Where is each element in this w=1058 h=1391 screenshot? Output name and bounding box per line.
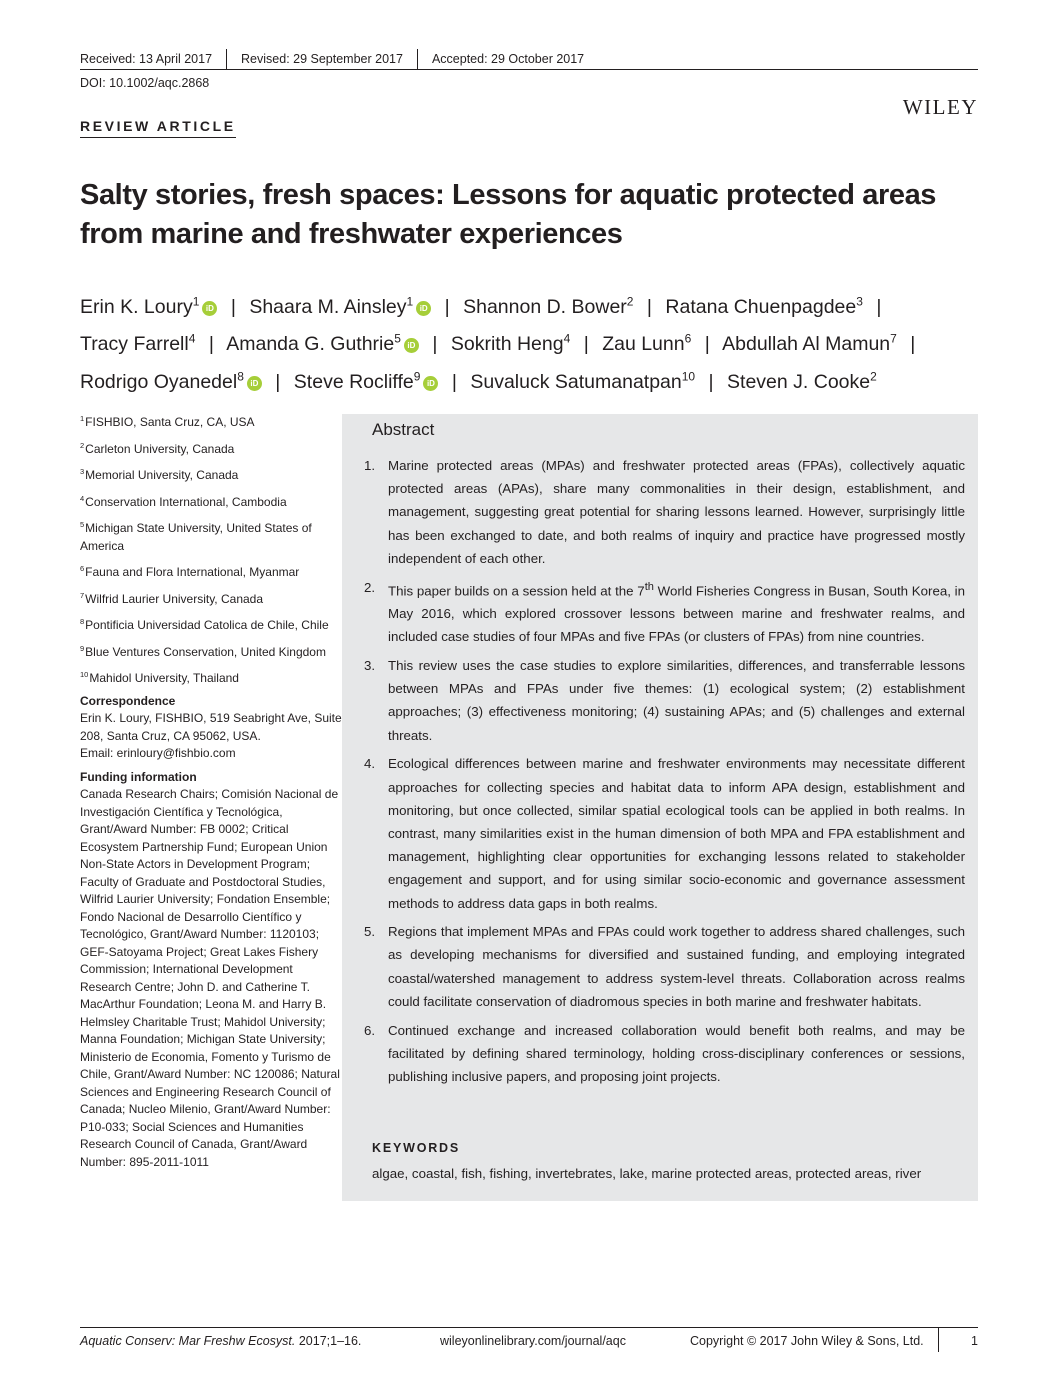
superscript: th	[644, 580, 654, 593]
author-text: Sokrith Heng	[450, 333, 564, 355]
item-text: Regions that implement MPAs and FPAs could work together to address shared challenges, such as developing mechanisms for diversified and sustained funding, and employing integrated coastal/watershed management to address system-level threats. Collaboration across realms could facilitate conservation of diadromous species in both marine and freshwater habitats.	[388, 924, 965, 1009]
item-text: Marine protected areas (MPAs) and freshwater protected areas (FPAs), collectively aquatic protected areas (APAs), share many commonalities in their design, establishment, and management, suggesting great potential for sharing lessons learned. However, surprisingly little has been exchanged to date, and both realms of inquiry and practice have progressed mostly independent of each other.	[388, 458, 965, 566]
author-name[interactable]	[226, 333, 419, 355]
author-name[interactable]	[470, 371, 695, 393]
abstract-list	[364, 454, 966, 1094]
author-name[interactable]	[294, 371, 439, 393]
affiliation-text: Fauna and Flora International, Myanmar	[85, 565, 300, 579]
affiliation-text: Memorial University, Canada	[85, 468, 239, 482]
author-name[interactable]	[722, 333, 897, 355]
author-separator: |	[910, 333, 916, 355]
funding-heading: Funding information	[80, 769, 197, 784]
abstract-item	[364, 654, 965, 747]
journal-citation	[80, 1334, 361, 1348]
author-text: Steve Rocliffe	[293, 370, 414, 393]
author-name[interactable]	[249, 296, 431, 318]
affiliation-item	[80, 437, 342, 459]
affiliation-item	[80, 490, 342, 512]
affiliation-marker: 9	[413, 369, 421, 383]
doi[interactable]: DOI: 10.1002/aqc.2868	[80, 76, 210, 90]
affiliation-marker: 4	[188, 331, 196, 346]
abstract-item	[364, 576, 966, 649]
affiliation-item	[80, 666, 342, 688]
author-text: Ratana Chuenpagdee	[665, 295, 857, 318]
author-separator: |	[230, 295, 236, 318]
affiliation-number: 8	[80, 617, 85, 626]
affiliation-marker: 10	[681, 369, 696, 383]
abstract-heading: Abstract	[372, 420, 435, 439]
affiliation-item	[80, 587, 342, 609]
item-number: 5.	[364, 924, 376, 940]
affiliation-text: Pontificia Universidad Catolica de Chile, Chile	[85, 618, 329, 632]
affiliation-marker: 6	[684, 331, 692, 346]
item-number: 2.	[364, 579, 376, 595]
affiliation-marker: 1	[406, 294, 414, 308]
affiliation-marker: 4	[563, 331, 571, 346]
author-separator: |	[646, 295, 652, 318]
affiliation-number: 5	[80, 520, 85, 529]
received-date: Received: 13 April 2017	[80, 52, 213, 66]
author-separator: |	[451, 370, 457, 393]
item-number: 6.	[364, 1022, 376, 1038]
author-text: Shaara M. Ainsley	[249, 295, 407, 318]
author-separator: |	[704, 333, 710, 355]
affiliation-number: 3	[80, 467, 85, 476]
author-text: Abdullah Al Mamun	[722, 333, 891, 355]
author-name[interactable]	[451, 333, 570, 355]
author-name[interactable]	[80, 333, 195, 355]
affiliation-number: 7	[80, 590, 85, 600]
orcid-icon[interactable]: iD	[416, 301, 431, 316]
author-separator: |	[708, 370, 714, 393]
author-name[interactable]	[80, 296, 217, 318]
author-name[interactable]	[727, 371, 877, 393]
affiliation-text: FISHBIO, Santa Cruz, CA, USA	[85, 415, 255, 429]
author-list	[80, 285, 990, 398]
orcid-icon[interactable]: iD	[202, 301, 217, 316]
footer-rule	[80, 1327, 978, 1328]
author-separator: |	[432, 333, 438, 355]
affiliation-item	[80, 640, 342, 662]
affiliation-list	[80, 410, 342, 688]
author-separator: |	[876, 295, 882, 318]
abstract-item	[364, 1019, 965, 1089]
affiliation-marker: 7	[890, 331, 897, 346]
item-text: Continued exchange and increased collaboration would benefit both realms, and may be facilitated by defining shared terminology, holding cross-disciplinary conferences or sessions, publishing inclusive papers, and proposing joint projects.	[388, 1022, 965, 1084]
keywords-heading: KEYWORDS	[372, 1141, 461, 1155]
orcid-icon[interactable]: iD	[404, 338, 419, 353]
divider	[938, 1328, 939, 1352]
author-separator: |	[583, 333, 589, 355]
affiliation-item	[80, 613, 342, 635]
affiliation-number: 2	[80, 440, 85, 450]
article-history	[80, 48, 978, 70]
affiliation-number: 4	[80, 493, 85, 503]
abstract-item	[364, 752, 965, 914]
affiliation-marker: 2	[870, 369, 877, 383]
abstract-item	[364, 920, 965, 1013]
affiliation-item	[80, 463, 342, 485]
affiliation-item	[80, 560, 342, 582]
abstract-item	[364, 454, 965, 570]
affiliation-number: 9	[80, 643, 85, 653]
author-text: Tracy Farrell	[80, 333, 189, 355]
author-text: Shannon D. Bower	[463, 295, 627, 318]
affiliation-marker: 2	[626, 294, 634, 308]
item-text: World Fisheries Congress in Busan, South Korea, in May 2016, which explored crossover lessons between marine and freshwater realms, and included case studies of four MPAs and five FPAs (or clusters of FPAs) from nine countries.	[388, 582, 966, 645]
author-text: Amanda G. Guthrie	[226, 333, 395, 355]
correspondence-text: Erin K. Loury, FISHBIO, 519 Seabright Ave, Suite 208, Santa Cruz, CA 95062, USA.	[80, 711, 342, 743]
affiliation-item	[80, 410, 342, 432]
item-text: This review uses the case studies to explore similarities, differences, and transferrable lessons between MPAs and FPAs under five themes: (1) ecological system; (2) establishment approaches; (3) effectiveness monitoring; (4) sustaining APAs; and (5) challenges and external threats.	[388, 658, 965, 743]
item-text: This paper builds on a session held at the 7	[388, 582, 645, 598]
affiliation-number: 1	[80, 414, 85, 423]
correspondence-email[interactable]: Email: erinloury@fishbio.com	[80, 746, 236, 760]
journal-name: Aquatic Conserv: Mar Freshw Ecosyst.	[80, 1334, 296, 1348]
item-number: 1.	[364, 458, 376, 473]
affiliation-text: Blue Ventures Conservation, United Kingdom	[85, 644, 326, 659]
author-text: Suvaluck Satumanatpan	[470, 370, 682, 393]
correspondence-heading: Correspondence	[80, 693, 176, 708]
page-number: 1	[971, 1334, 978, 1348]
article-title: Salty stories, fresh spaces: Lessons for aquatic protected areas from marine and freshwater experiences	[80, 179, 937, 250]
author-text: Steven J. Cooke	[727, 370, 871, 393]
orcid-icon[interactable]: iD	[247, 376, 262, 391]
item-text: Ecological differences between marine and freshwater environments may necessitate different approaches for collecting species and habitat data to inform APA design, establishment and monitoring, but once collected, similar spatial ecological tools can be applied in both realms. In contrast, many similarities exist in the human dimension of both MPA and FPA establishment and management, highlighting clear opportunities for exchanging lessons related to stakeholder engagement and support, and for using similar socio-economic and governance assessment methods to address data gaps in both realms.	[388, 756, 965, 911]
affiliation-marker: 1	[192, 294, 200, 308]
affiliation-marker: 8	[237, 369, 244, 383]
header-rule	[80, 69, 978, 70]
item-number: 4.	[364, 756, 376, 772]
affiliation-marker: 3	[856, 294, 863, 308]
affiliation-text: Michigan State University, United States of America	[80, 521, 312, 553]
item-number: 3.	[364, 658, 376, 674]
author-text: Zau Lunn	[602, 333, 685, 355]
author-text: Erin K. Loury	[80, 295, 193, 318]
funding-text: Canada Research Chairs; Comisión Nacional de Investigación Científica y Tecnológica, Grant/Award Number: FB 0002; Critical Ecosystem Partnership Fund; European Union Non-State Actors in Development Program; Faculty of Graduate and Postdoctoral Studies, Wilfrid Laurier University; Fondation Ensemble; Fondo Nacional de Desarrollo Científico y Tecnológico, Grant/Award Number: 1120103; GEF-Satoyama Project; Great Lakes Fishery Commission; International Development Research Centre; John D. and Catherine T. MacArthur Foundation; Leona M. and Harry B. Helmsley Charitable Trust; Mahidol University; Manna Foundation; Michigan State University; Ministerio de Economia, Fomento y Turismo de Chile, Grant/Award Number: NC 120086; Natural Sciences and Engineering Research Council of Canada; Nucleo Milenio, Grant/Award Number: P10-033; Social Sciences and Humanities Research Council of Canada, Grant/Award Number: 895-2011-1011	[80, 787, 340, 1169]
journal-url[interactable]: wileyonlinelibrary.com/journal/aqc	[440, 1334, 626, 1348]
copyright: Copyright © 2017 John Wiley & Sons, Ltd.	[690, 1334, 924, 1348]
abstract-panel	[342, 414, 978, 1201]
accepted-date: Accepted: 29 October 2017	[431, 52, 585, 66]
author-text: Rodrigo Oyanedel	[80, 370, 238, 393]
publisher-logo: WILEY	[902, 95, 978, 119]
article-type: REVIEW ARTICLE	[80, 118, 236, 138]
page-footer	[80, 1334, 978, 1354]
author-name[interactable]	[463, 296, 633, 318]
affiliation-number: 10	[80, 670, 89, 679]
affiliation-marker: 5	[394, 331, 401, 346]
author-separator: |	[208, 333, 214, 355]
affiliation-item	[80, 516, 342, 555]
author-separator: |	[275, 370, 281, 393]
orcid-icon[interactable]: iD	[423, 376, 438, 391]
author-name[interactable]	[80, 371, 262, 393]
affiliation-text: Conservation International, Cambodia	[85, 494, 287, 509]
author-name[interactable]	[602, 333, 691, 355]
journal-volume: 2017;1–16.	[295, 1334, 362, 1348]
affiliation-text: Wilfrid Laurier University, Canada	[85, 591, 264, 606]
affiliation-number: 6	[80, 564, 85, 573]
sidebar-info	[80, 410, 342, 1171]
revised-date: Revised: 29 September 2017	[241, 52, 403, 66]
keywords-text: algae, coastal, fish, fishing, invertebrates, lake, marine protected areas, protected areas, river	[372, 1166, 922, 1181]
affiliation-text: Carleton University, Canada	[85, 441, 235, 456]
affiliation-text: Mahidol University, Thailand	[89, 671, 239, 685]
author-separator: |	[444, 295, 450, 318]
author-name[interactable]	[665, 296, 863, 318]
